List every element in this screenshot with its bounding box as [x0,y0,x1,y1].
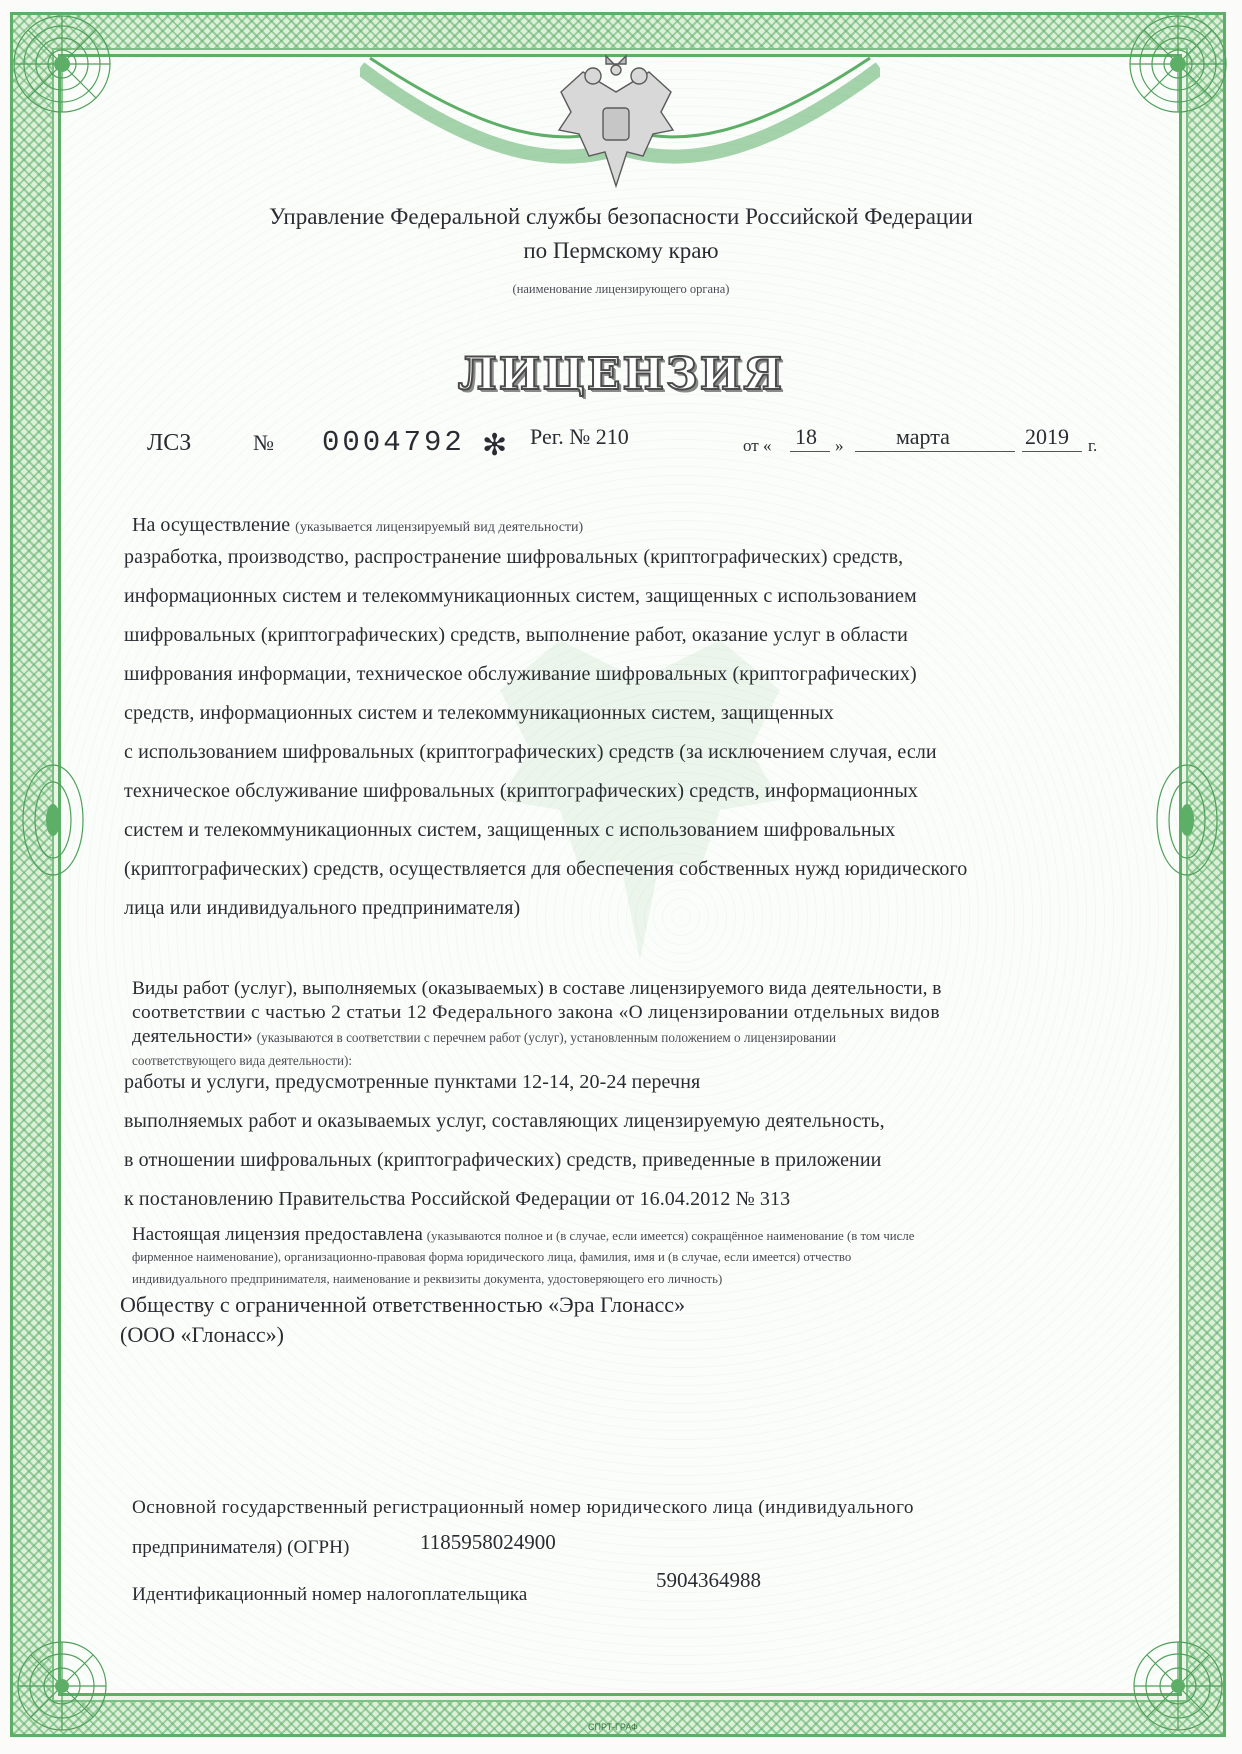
works-caption-1: (указываются в соответствии с перечнем работ (услуг), установленным положением о лицензировании [256,1030,837,1045]
grantee-caption-1: (указываются полное и (в случае, если имеется) сокращённое наименование (в том числе [426,1229,915,1243]
works-intro-3-row [132,1026,836,1048]
works-intro-2: соответствии с частью 2 статьи 12 Федерального закона «О лицензировании отдельных видов [132,1002,940,1023]
grantee-name-line-1: Обществу с ограниченной ответственностью «Эра Глонасс» [120,1292,686,1317]
grantee-caption-2: фирменное наименование), организационно-правовая форма юридического лица, фамилия, имя и (в случае, если имеется) отчество [132,1250,852,1264]
grantee-caption-3: индивидуального предпринимателя, наименование и реквизиты документа, удостоверяющего его личность) [132,1272,723,1286]
inn-value: 5904364988 [656,1568,761,1592]
works-line-3: в отношении шифровальных (криптографических) средств, приведенные в приложении [124,1149,882,1171]
number-sign: № [253,430,274,455]
ogrn-label-2: предпринимателя) (ОГРН) [132,1537,350,1558]
grantee-label: Настоящая лицензия предоставлена [132,1224,423,1245]
activity-line-2: информационных систем и телекоммуникационных систем, защищенных с использованием [124,585,917,607]
activity-line-5: средств, информационных систем и телекоммуникационных систем, защищенных [124,702,834,724]
corner-rosette-bottom-right [1124,1632,1232,1740]
side-rosette-left [18,760,88,880]
printer-mark: СПРТ-ГРАФ [588,1722,638,1732]
activity-line-6: с использованием шифровальных (криптографических) средств (за исключением случая, если [124,741,937,763]
date-year-suffix: г. [1088,436,1098,455]
authority-line-2: по Пермскому краю [523,238,719,263]
document-title: ЛИЦЕНЗИЯ [457,349,785,400]
date-year: 2019 [1025,424,1069,449]
activity-label-text: На осуществление [132,514,291,536]
inn-label: Идентификационный номер налогоплательщика [132,1584,528,1605]
activity-line-9: (криптографических) средств, осуществляется для обеспечения собственных нужд юридического [124,858,968,880]
asterisk-icon: ✻ [482,428,508,463]
authority-line-1: Управление Федеральной службы безопасности Российской Федерации [269,204,973,229]
authority-caption: (наименование лицензирующего органа) [512,282,730,296]
works-line-4: к постановлению Правительства Российской Федерации от 16.04.2012 № 313 [124,1188,791,1210]
side-rosette-right [1152,760,1222,880]
activity-caption: (указывается лицензируемый вид деятельности) [295,520,584,535]
license-number: 0004792 [322,426,465,459]
grantee-label-row [132,1224,914,1246]
corner-rosette-top-left [8,10,116,118]
activity-line-4: шифрования информации, техническое обслуживание шифровальных (криптографических) [124,663,917,685]
registration-number: Рег. № 210 [530,424,629,449]
works-line-1: работы и услуги, предусмотренные пунктами 12-14, 20-24 перечня [124,1071,701,1093]
date-month-underline [855,451,1015,452]
date-prefix: от « [743,436,772,455]
license-series: ЛСЗ [147,430,192,456]
ogrn-label-1: Основной государственный регистрационный номер юридического лица (индивидуального [132,1497,914,1518]
corner-rosette-top-right [1124,10,1232,118]
activity-line-7: техническое обслуживание шифровальных (криптографических) средств, информационных [124,780,918,802]
date-year-underline [1022,451,1082,452]
activity-label [132,514,583,537]
double-headed-eagle-emblem-icon [553,52,679,192]
works-intro-1: Виды работ (услуг), выполняемых (оказываемых) в составе лицензируемого вида деятельности, в [132,978,942,999]
works-caption-2: соответствующего вида деятельности): [132,1053,353,1068]
grantee-name-line-2: (ООО «Глонасс») [120,1322,284,1347]
ogrn-value: 1185958024900 [420,1530,556,1554]
date-day: 18 [795,424,817,449]
works-intro-3: деятельности» [132,1026,253,1047]
activity-line-3: шифровальных (криптографических) средств, выполнение работ, оказание услуг в области [124,624,908,646]
date-quote-close: » [835,436,844,455]
date-day-underline [790,451,830,452]
date-month: марта [896,424,950,449]
activity-line-10: лица или индивидуального предпринимателя) [124,897,521,919]
activity-line-8: систем и телекоммуникационных систем, защищенных с использованием шифровальных [124,819,896,841]
corner-rosette-bottom-left [8,1632,116,1740]
works-line-2: выполняемых работ и оказываемых услуг, составляющих лицензируемую деятельность, [124,1110,885,1132]
activity-line-1: разработка, производство, распространение шифровальных (криптографических) средств, [124,546,904,568]
